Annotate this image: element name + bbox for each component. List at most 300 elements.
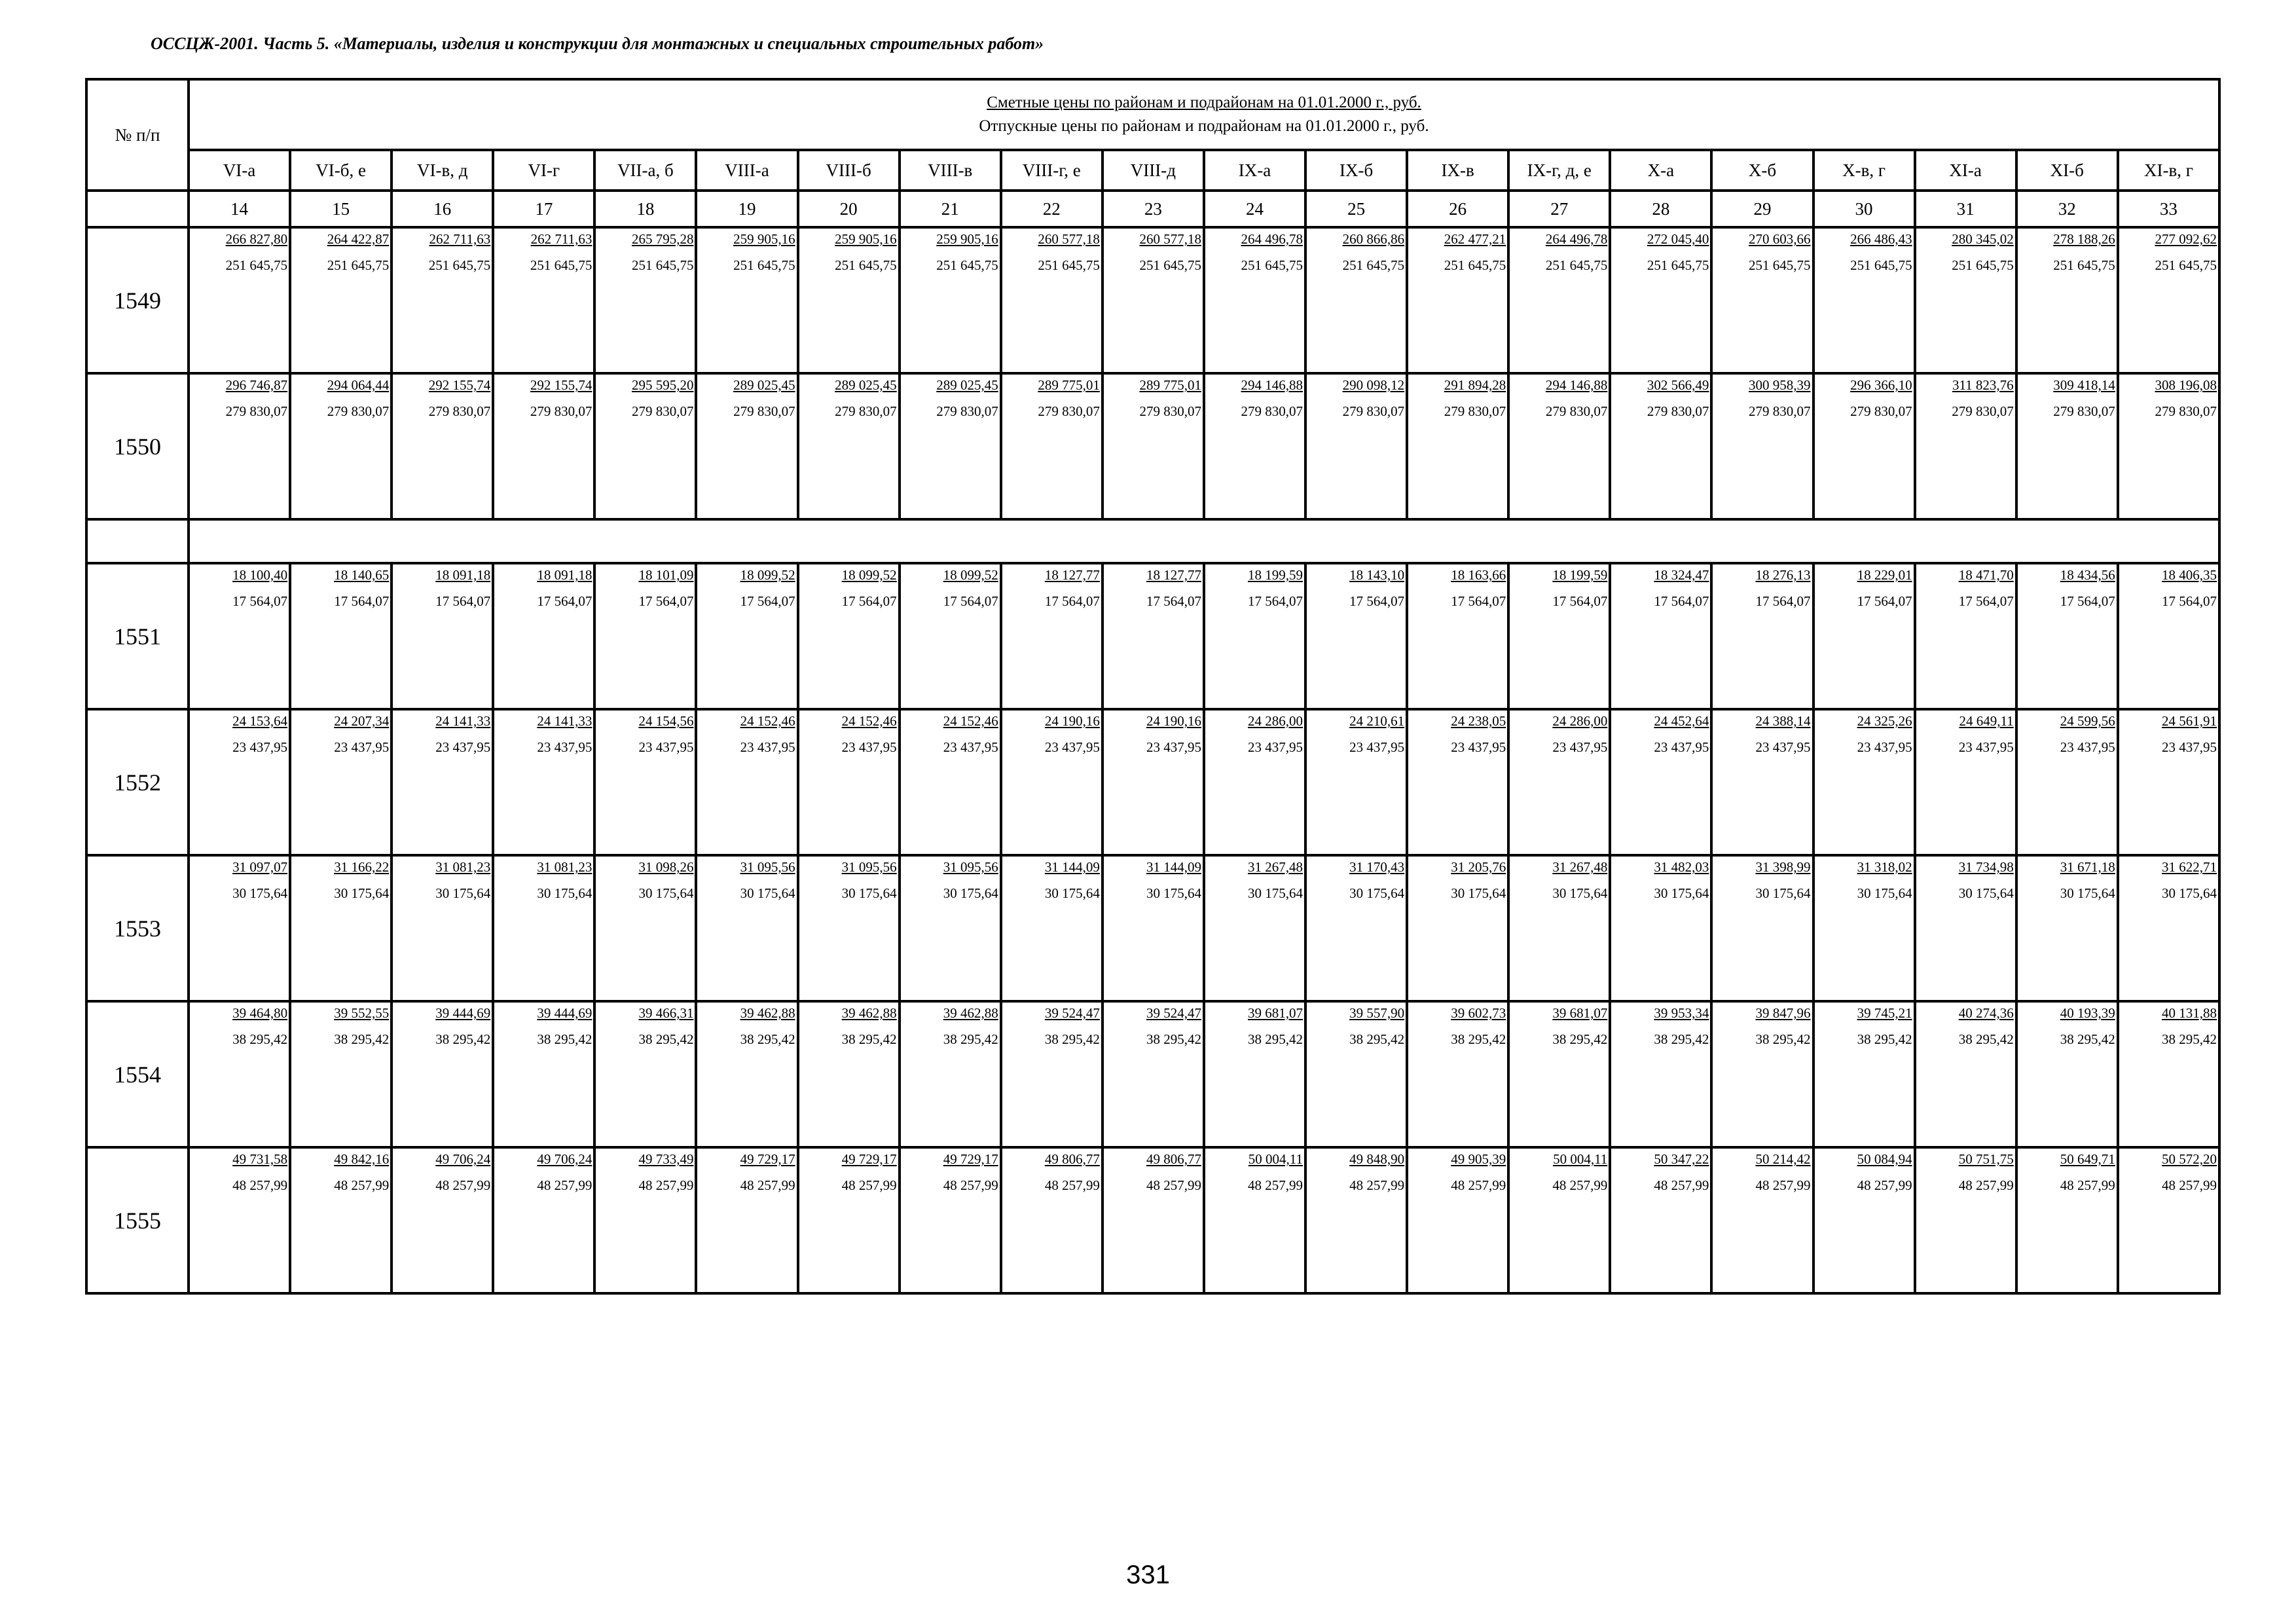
price-cell xyxy=(1305,563,1407,709)
price-cell xyxy=(1610,373,1711,519)
estimated-price: 24 286,00 xyxy=(1248,713,1303,729)
estimated-price: 39 466,31 xyxy=(638,1005,694,1021)
item-number-header: № п/п xyxy=(86,79,189,191)
release-price: 23 437,95 xyxy=(232,739,288,755)
estimated-price: 31 734,98 xyxy=(1958,859,2014,875)
price-cell xyxy=(594,227,696,373)
price-cell xyxy=(798,563,900,709)
estimated-price: 24 452,64 xyxy=(1654,713,1709,729)
price-cell xyxy=(1204,1001,1305,1147)
column-index: 27 xyxy=(1508,191,1610,227)
estimated-price: 24 153,64 xyxy=(232,713,288,729)
estimated-prices-caption: Сметные цены по районам и подрайонам на 01.01.2000 г., руб. xyxy=(987,94,1421,111)
price-cell xyxy=(696,1001,797,1147)
price-cell xyxy=(290,227,392,373)
price-cell xyxy=(1001,227,1102,373)
price-cell xyxy=(798,709,900,855)
price-cell xyxy=(189,709,290,855)
region-header: VI-б, е xyxy=(290,150,392,191)
price-cell xyxy=(392,855,493,1001)
release-price: 17 564,07 xyxy=(1451,593,1506,609)
price-cell xyxy=(1610,709,1711,855)
release-price: 23 437,95 xyxy=(1349,739,1405,755)
column-index: 21 xyxy=(900,191,1001,227)
column-index: 14 xyxy=(189,191,290,227)
release-price: 279 830,07 xyxy=(1749,403,1811,419)
estimated-price: 39 524,47 xyxy=(1044,1005,1100,1021)
estimated-price: 31 166,22 xyxy=(334,859,390,875)
price-cell xyxy=(1407,563,1508,709)
price-cell xyxy=(1711,1147,1813,1293)
price-cell xyxy=(1610,563,1711,709)
item-number: 1554 xyxy=(86,1001,189,1147)
release-price: 17 564,07 xyxy=(943,593,998,609)
release-price: 48 257,99 xyxy=(537,1177,592,1193)
release-price: 30 175,64 xyxy=(1248,885,1303,901)
release-price: 251 645,75 xyxy=(835,257,897,273)
release-price: 23 437,95 xyxy=(2060,739,2115,755)
release-price: 251 645,75 xyxy=(1952,257,2014,273)
estimated-price: 49 729,17 xyxy=(841,1151,897,1167)
price-cell xyxy=(1102,227,1204,373)
price-cell xyxy=(1407,1001,1508,1147)
estimated-price: 49 731,58 xyxy=(232,1151,288,1167)
price-cell xyxy=(696,373,797,519)
release-price: 48 257,99 xyxy=(2162,1177,2217,1193)
estimated-price: 259 905,16 xyxy=(733,231,795,247)
price-cell xyxy=(798,227,900,373)
estimated-price: 24 238,05 xyxy=(1451,713,1506,729)
estimated-price: 309 418,14 xyxy=(2053,377,2115,393)
column-index: 15 xyxy=(290,191,392,227)
estimated-price: 24 649,11 xyxy=(1959,713,2014,729)
estimated-price: 31 095,56 xyxy=(841,859,897,875)
release-price: 48 257,99 xyxy=(435,1177,491,1193)
price-cell xyxy=(798,373,900,519)
estimated-price: 39 462,88 xyxy=(841,1005,897,1021)
estimated-price: 270 603,66 xyxy=(1749,231,1811,247)
table-row xyxy=(86,563,2219,709)
price-cell xyxy=(1813,709,1915,855)
release-price: 279 830,07 xyxy=(1342,403,1405,419)
column-index: 17 xyxy=(493,191,594,227)
estimated-price: 39 602,73 xyxy=(1451,1005,1506,1021)
release-price: 279 830,07 xyxy=(835,403,897,419)
price-cell xyxy=(493,227,594,373)
region-header: VI-г xyxy=(493,150,594,191)
release-price: 251 645,75 xyxy=(2053,257,2115,273)
estimated-price: 31 170,43 xyxy=(1349,859,1405,875)
estimated-price: 39 444,69 xyxy=(537,1005,592,1021)
estimated-price: 295 595,20 xyxy=(631,377,694,393)
release-price: 48 257,99 xyxy=(1451,1177,1506,1193)
release-price: 17 564,07 xyxy=(435,593,491,609)
price-cell xyxy=(1305,1147,1407,1293)
region-header: IX-б xyxy=(1305,150,1407,191)
release-price: 17 564,07 xyxy=(334,593,390,609)
estimated-price: 31 095,56 xyxy=(740,859,795,875)
price-cell xyxy=(594,1001,696,1147)
estimated-price: 31 318,02 xyxy=(1857,859,1912,875)
estimated-price: 294 064,44 xyxy=(327,377,390,393)
price-cell xyxy=(2016,855,2118,1001)
price-cell xyxy=(2118,709,2219,855)
release-price: 30 175,64 xyxy=(841,885,897,901)
price-cell xyxy=(1813,1001,1915,1147)
price-cell xyxy=(1915,1001,2016,1147)
estimated-price: 266 486,43 xyxy=(1850,231,1912,247)
release-price: 23 437,95 xyxy=(1654,739,1709,755)
estimated-price: 289 775,01 xyxy=(1139,377,1201,393)
item-number: 1549 xyxy=(86,227,189,373)
release-price: 251 645,75 xyxy=(225,257,288,273)
price-cell xyxy=(1407,709,1508,855)
release-price: 251 645,75 xyxy=(1139,257,1201,273)
price-cell xyxy=(2016,227,2118,373)
price-cell xyxy=(1102,373,1204,519)
price-cell xyxy=(1813,563,1915,709)
price-cell xyxy=(900,227,1001,373)
release-price: 48 257,99 xyxy=(2060,1177,2115,1193)
price-cell xyxy=(1001,373,1102,519)
price-cell xyxy=(1508,709,1610,855)
estimated-price: 18 100,40 xyxy=(232,567,288,583)
price-cell xyxy=(1407,373,1508,519)
estimated-price: 49 706,24 xyxy=(435,1151,491,1167)
estimated-price: 260 577,18 xyxy=(1139,231,1201,247)
estimated-price: 39 745,21 xyxy=(1857,1005,1912,1021)
release-price: 23 437,95 xyxy=(334,739,390,755)
column-index: 16 xyxy=(392,191,493,227)
price-cell xyxy=(392,1147,493,1293)
estimated-price: 40 274,36 xyxy=(1958,1005,2014,1021)
estimated-price: 18 229,01 xyxy=(1857,567,1912,583)
estimated-price: 24 152,46 xyxy=(740,713,795,729)
price-cell xyxy=(1813,855,1915,1001)
estimated-price: 289 025,45 xyxy=(936,377,998,393)
estimated-price: 18 324,47 xyxy=(1654,567,1709,583)
release-price: 17 564,07 xyxy=(1552,593,1608,609)
estimated-price: 18 163,66 xyxy=(1451,567,1506,583)
release-price: 38 295,42 xyxy=(740,1031,795,1047)
release-price: 251 645,75 xyxy=(1850,257,1912,273)
price-cell xyxy=(1204,373,1305,519)
estimated-price: 280 345,02 xyxy=(1952,231,2014,247)
price-cell xyxy=(696,1147,797,1293)
release-price: 17 564,07 xyxy=(1044,593,1100,609)
release-price: 17 564,07 xyxy=(2162,593,2217,609)
estimated-price: 262 711,63 xyxy=(429,231,491,247)
price-cell xyxy=(2016,709,2118,855)
estimated-price: 50 751,75 xyxy=(1958,1151,2014,1167)
estimated-price: 39 462,88 xyxy=(943,1005,998,1021)
estimated-price: 49 905,39 xyxy=(1451,1151,1506,1167)
estimated-price: 18 099,52 xyxy=(740,567,795,583)
estimated-price: 24 154,56 xyxy=(638,713,694,729)
column-index: 20 xyxy=(798,191,900,227)
release-price: 279 830,07 xyxy=(428,403,491,419)
price-cell xyxy=(1407,855,1508,1001)
estimated-price: 18 276,13 xyxy=(1755,567,1811,583)
release-price: 17 564,07 xyxy=(1958,593,2014,609)
estimated-price: 39 847,96 xyxy=(1755,1005,1811,1021)
estimated-price: 259 905,16 xyxy=(835,231,897,247)
estimated-price: 296 746,87 xyxy=(225,377,288,393)
price-cell xyxy=(1915,227,2016,373)
price-cell xyxy=(900,373,1001,519)
price-cell xyxy=(493,373,594,519)
price-cell xyxy=(493,1001,594,1147)
estimated-price: 39 462,88 xyxy=(740,1005,795,1021)
release-price: 279 830,07 xyxy=(530,403,592,419)
estimated-price: 262 477,21 xyxy=(1444,231,1506,247)
estimated-price: 259 905,16 xyxy=(936,231,998,247)
price-cell xyxy=(189,563,290,709)
price-cell xyxy=(1915,373,2016,519)
release-price: 48 257,99 xyxy=(841,1177,897,1193)
price-cell xyxy=(1508,563,1610,709)
release-price: 279 830,07 xyxy=(1139,403,1201,419)
release-price: 279 830,07 xyxy=(225,403,288,419)
release-price: 38 295,42 xyxy=(638,1031,694,1047)
estimated-price: 311 823,76 xyxy=(1952,377,2014,393)
estimated-price: 49 729,17 xyxy=(740,1151,795,1167)
price-cell xyxy=(900,1147,1001,1293)
estimated-price: 31 205,76 xyxy=(1451,859,1506,875)
estimated-price: 24 561,91 xyxy=(2162,713,2217,729)
estimated-price: 39 444,69 xyxy=(435,1005,491,1021)
price-cell xyxy=(1102,563,1204,709)
release-price: 30 175,64 xyxy=(334,885,390,901)
separator-blank-cell xyxy=(189,519,2219,563)
release-price: 38 295,42 xyxy=(1146,1031,1201,1047)
price-cell xyxy=(189,227,290,373)
release-price: 17 564,07 xyxy=(232,593,288,609)
region-header: VII-а, б xyxy=(594,150,696,191)
estimated-price: 290 098,12 xyxy=(1342,377,1405,393)
estimated-price: 24 599,56 xyxy=(2060,713,2115,729)
estimated-price: 50 572,20 xyxy=(2162,1151,2217,1167)
region-header: VIII-г, е xyxy=(1001,150,1102,191)
region-header: X-б xyxy=(1711,150,1813,191)
price-cell xyxy=(1204,227,1305,373)
estimated-price: 302 566,49 xyxy=(1647,377,1709,393)
release-price: 23 437,95 xyxy=(1044,739,1100,755)
estimated-price: 24 190,16 xyxy=(1044,713,1100,729)
region-header: VI-а xyxy=(189,150,290,191)
price-cell xyxy=(1204,709,1305,855)
region-header: IX-а xyxy=(1204,150,1305,191)
release-price: 23 437,95 xyxy=(1755,739,1811,755)
estimated-price: 292 155,74 xyxy=(530,377,592,393)
price-cell xyxy=(1813,373,1915,519)
estimated-price: 50 084,94 xyxy=(1857,1151,1912,1167)
release-price: 251 645,75 xyxy=(1038,257,1100,273)
release-price: 251 645,75 xyxy=(530,257,592,273)
estimated-price: 262 711,63 xyxy=(530,231,592,247)
price-cell xyxy=(1711,563,1813,709)
item-number: 1550 xyxy=(86,373,189,519)
estimated-price: 300 958,39 xyxy=(1749,377,1811,393)
release-price: 30 175,64 xyxy=(1857,885,1912,901)
separator-number-cell xyxy=(86,519,189,563)
release-price: 30 175,64 xyxy=(537,885,592,901)
price-cell xyxy=(798,1001,900,1147)
release-price: 17 564,07 xyxy=(1146,593,1201,609)
release-price: 30 175,64 xyxy=(435,885,491,901)
price-cell xyxy=(1407,1147,1508,1293)
price-cell xyxy=(290,563,392,709)
price-cell xyxy=(1001,563,1102,709)
price-cell xyxy=(1508,855,1610,1001)
price-cell xyxy=(1610,227,1711,373)
release-price: 48 257,99 xyxy=(1146,1177,1201,1193)
estimated-price: 31 097,07 xyxy=(232,859,288,875)
estimated-price: 31 671,18 xyxy=(2060,859,2115,875)
price-cell xyxy=(1204,1147,1305,1293)
release-price: 48 257,99 xyxy=(1857,1177,1912,1193)
price-cell xyxy=(900,709,1001,855)
estimated-price: 289 025,45 xyxy=(733,377,795,393)
release-price: 17 564,07 xyxy=(638,593,694,609)
release-price: 30 175,64 xyxy=(638,885,694,901)
release-price: 23 437,95 xyxy=(537,739,592,755)
region-header-row xyxy=(86,150,2219,191)
estimated-price: 24 141,33 xyxy=(435,713,491,729)
release-price: 30 175,64 xyxy=(1044,885,1100,901)
estimated-price: 24 152,46 xyxy=(943,713,998,729)
estimated-price: 24 152,46 xyxy=(841,713,897,729)
price-cell xyxy=(2016,1001,2118,1147)
price-cell xyxy=(1102,855,1204,1001)
estimated-price: 39 524,47 xyxy=(1146,1005,1201,1021)
release-price: 30 175,64 xyxy=(1552,885,1608,901)
estimated-price: 294 146,88 xyxy=(1545,377,1608,393)
region-header: VIII-в xyxy=(900,150,1001,191)
price-cell xyxy=(1915,855,2016,1001)
estimated-price: 40 131,88 xyxy=(2162,1005,2217,1021)
price-cell xyxy=(493,1147,594,1293)
release-price: 23 437,95 xyxy=(1857,739,1912,755)
estimated-price: 49 733,49 xyxy=(638,1151,694,1167)
price-cell xyxy=(493,855,594,1001)
release-price: 38 295,42 xyxy=(1958,1031,2014,1047)
release-price: 38 295,42 xyxy=(334,1031,390,1047)
release-price: 17 564,07 xyxy=(841,593,897,609)
price-cell xyxy=(696,227,797,373)
release-price: 38 295,42 xyxy=(1755,1031,1811,1047)
release-price: 48 257,99 xyxy=(740,1177,795,1193)
table-row xyxy=(86,709,2219,855)
region-header: XI-а xyxy=(1915,150,2016,191)
price-cell xyxy=(2118,563,2219,709)
region-header: XI-б xyxy=(2016,150,2118,191)
price-cell xyxy=(2118,373,2219,519)
estimated-price: 18 143,10 xyxy=(1349,567,1405,583)
price-cell xyxy=(1001,1147,1102,1293)
estimated-price: 265 795,28 xyxy=(631,231,694,247)
estimated-price: 18 127,77 xyxy=(1146,567,1201,583)
release-price: 38 295,42 xyxy=(841,1031,897,1047)
column-index: 28 xyxy=(1610,191,1711,227)
estimated-price: 24 190,16 xyxy=(1146,713,1201,729)
table-row xyxy=(86,227,2219,373)
table-row xyxy=(86,373,2219,519)
price-cell xyxy=(1204,563,1305,709)
price-cell xyxy=(1102,1147,1204,1293)
release-price: 48 257,99 xyxy=(1755,1177,1811,1193)
release-price: 279 830,07 xyxy=(1444,403,1506,419)
release-price: 251 645,75 xyxy=(1545,257,1608,273)
release-price: 38 295,42 xyxy=(1654,1031,1709,1047)
release-price: 279 830,07 xyxy=(1850,403,1912,419)
release-price: 279 830,07 xyxy=(327,403,390,419)
column-index: 23 xyxy=(1102,191,1204,227)
price-cell xyxy=(392,1001,493,1147)
region-header: VIII-а xyxy=(696,150,797,191)
release-price: 23 437,95 xyxy=(435,739,491,755)
price-cell xyxy=(392,227,493,373)
item-number: 1555 xyxy=(86,1147,189,1293)
release-price: 48 257,99 xyxy=(1552,1177,1608,1193)
price-cell xyxy=(1610,1001,1711,1147)
estimated-price: 24 388,14 xyxy=(1755,713,1811,729)
estimated-price: 264 496,78 xyxy=(1241,231,1303,247)
release-price: 38 295,42 xyxy=(232,1031,288,1047)
price-cell xyxy=(1610,1147,1711,1293)
price-cell xyxy=(493,709,594,855)
release-price: 48 257,99 xyxy=(1958,1177,2014,1193)
release-price: 38 295,42 xyxy=(1044,1031,1100,1047)
release-price: 48 257,99 xyxy=(1654,1177,1709,1193)
price-cell xyxy=(1711,709,1813,855)
page-number: 331 xyxy=(1126,1560,1170,1589)
estimated-price: 24 207,34 xyxy=(334,713,390,729)
release-price: 48 257,99 xyxy=(232,1177,288,1193)
release-price: 17 564,07 xyxy=(740,593,795,609)
estimated-price: 18 471,70 xyxy=(1958,567,2014,583)
estimated-price: 18 091,18 xyxy=(537,567,592,583)
price-cell xyxy=(1204,855,1305,1001)
price-cell xyxy=(1711,227,1813,373)
table-row xyxy=(86,1001,2219,1147)
estimated-price: 31 482,03 xyxy=(1654,859,1709,875)
release-price: 38 295,42 xyxy=(2162,1031,2217,1047)
section-separator-row xyxy=(86,519,2219,563)
region-header: VIII-д xyxy=(1102,150,1204,191)
column-index: 33 xyxy=(2118,191,2219,227)
price-cell xyxy=(1001,709,1102,855)
estimated-price: 260 577,18 xyxy=(1038,231,1100,247)
estimated-price: 18 140,65 xyxy=(334,567,390,583)
release-price: 23 437,95 xyxy=(1451,739,1506,755)
release-price: 23 437,95 xyxy=(1248,739,1303,755)
price-cell xyxy=(1915,563,2016,709)
price-cell xyxy=(392,709,493,855)
release-price: 30 175,64 xyxy=(1451,885,1506,901)
estimated-price: 289 025,45 xyxy=(835,377,897,393)
price-cell xyxy=(1813,227,1915,373)
price-cell xyxy=(696,855,797,1001)
price-cell xyxy=(1508,1147,1610,1293)
estimated-price: 39 681,07 xyxy=(1552,1005,1608,1021)
estimated-price: 31 095,56 xyxy=(943,859,998,875)
price-cell xyxy=(290,855,392,1001)
price-cell xyxy=(1305,227,1407,373)
release-price: 38 295,42 xyxy=(2060,1031,2115,1047)
price-cell xyxy=(798,855,900,1001)
release-price: 30 175,64 xyxy=(1755,885,1811,901)
